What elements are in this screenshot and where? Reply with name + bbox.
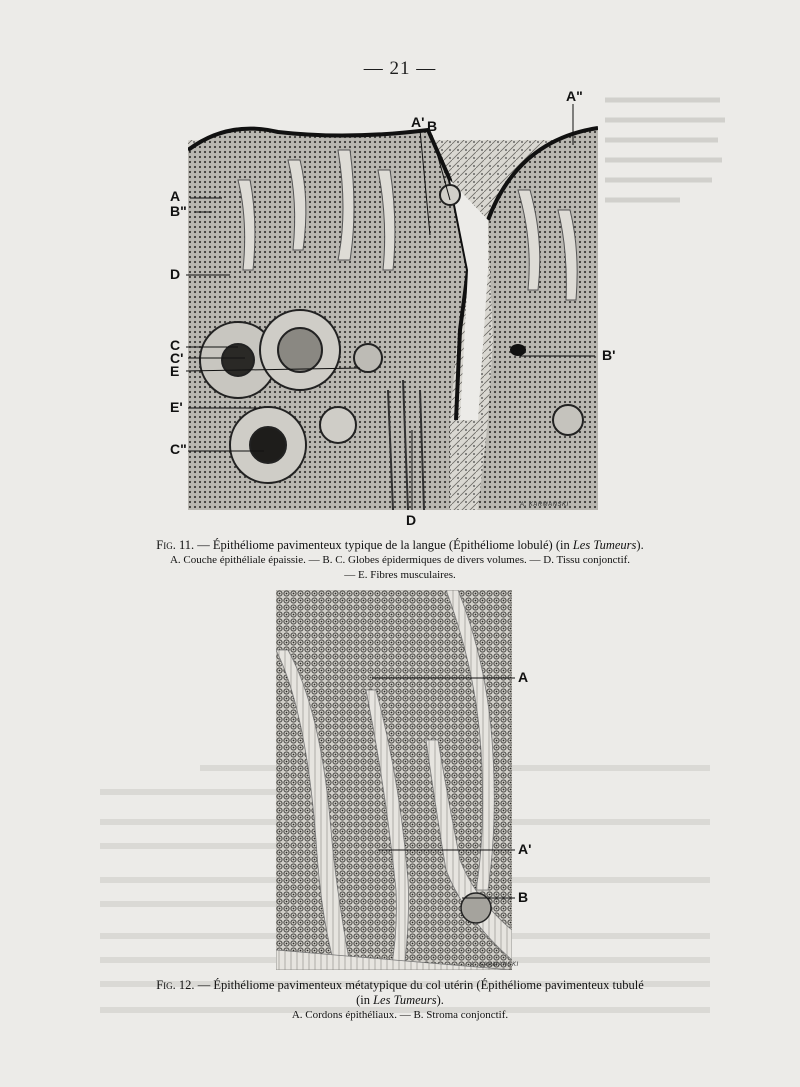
figure-11-title-end: ). <box>636 538 644 552</box>
figure-12-number: Fig. 12. <box>156 978 195 992</box>
fig11-label-A: A <box>170 188 181 204</box>
figure-11-title-text: — Épithéliome pavimenteux typique de la langue (Épithéliome lobulé) (in <box>197 538 570 552</box>
figure-12-legend: A. Cordons épithéliaux. — B. Stroma conjonctif. <box>291 1009 509 1021</box>
figure-12-title-end: ). <box>436 993 444 1007</box>
fig11-label-B-double-prime: B" <box>170 203 187 219</box>
fig11-label-E: E <box>170 363 180 379</box>
figure-11-legend-line1: A. Couche épithéliale épaissie. — B. C. Globes épidermiques de divers volumes. — D. Tissu conjonctif. <box>169 554 631 566</box>
figure-11-source: Les Tumeurs <box>572 538 637 552</box>
fig12-label-B: B <box>518 889 529 905</box>
figure-12-leader-lines <box>0 560 800 960</box>
fig12-engraver-signature: A. KARMANSKI <box>470 962 519 968</box>
fig11-label-E-prime: E' <box>170 399 183 415</box>
figure-12-source: Les Tumeurs <box>373 993 437 1007</box>
figure-12-title-line1 <box>100 978 700 993</box>
fig11-label-A-double-prime: A" <box>566 88 583 104</box>
fig11-label-C: C <box>170 337 181 353</box>
fig11-label-B-prime: B' <box>602 347 616 363</box>
figure-12-title-text: — Épithéliome pavimenteux métatypique du col utérin (Épithéliome pavimenteux tubulé <box>197 978 644 992</box>
figure-11-title <box>100 538 700 553</box>
fig11-engraver-signature: A. KARMANSKI <box>520 502 569 508</box>
figure-11-legend-line2: — E. Fibres musculaires. <box>344 569 456 581</box>
fig11-label-C-double-prime: C" <box>170 441 187 457</box>
page-number: — 21 — <box>363 58 437 79</box>
figure-12-title-line2-start: (in <box>356 993 370 1007</box>
fig11-label-C-prime: C' <box>170 350 184 366</box>
figure-12-caption <box>100 978 700 1023</box>
figure-11-number: Fig. 11. <box>156 538 195 552</box>
fig12-label-A: A <box>518 669 529 685</box>
fig11-label-B: B <box>427 118 438 134</box>
fig12-label-A-prime: A' <box>518 841 532 857</box>
fig11-label-D-bottom: D <box>406 512 417 528</box>
fig11-label-D-left: D <box>170 266 181 282</box>
fig11-label-A-prime: A' <box>411 114 425 130</box>
figure-12-title-line2 <box>100 993 700 1008</box>
